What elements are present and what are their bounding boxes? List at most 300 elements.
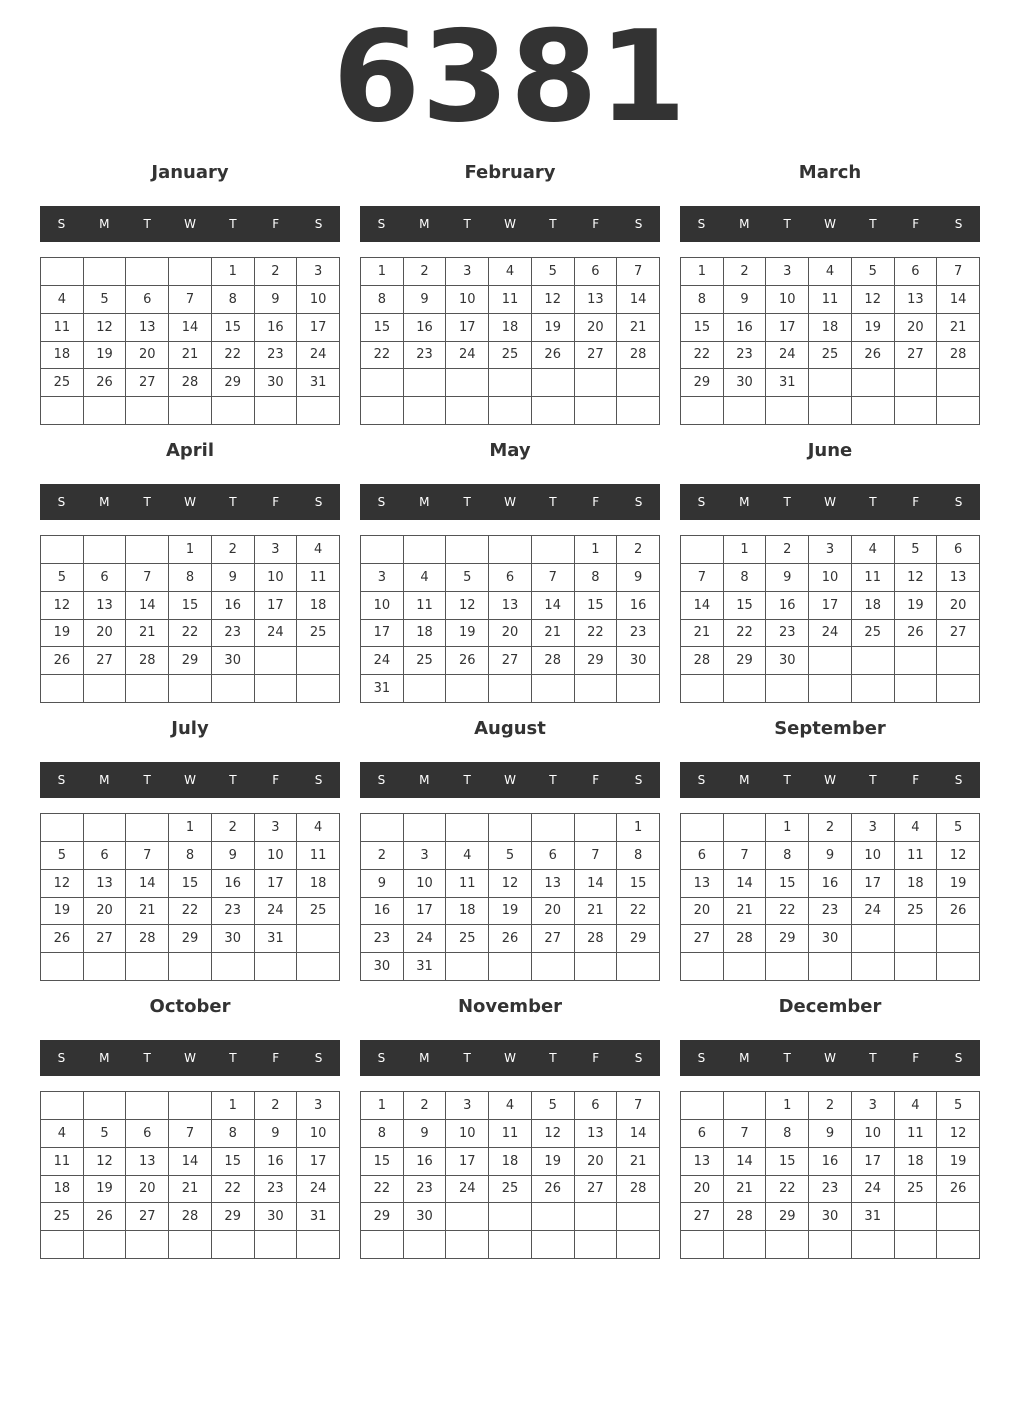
day-cell: 23: [724, 342, 767, 370]
day-cell: 13: [84, 870, 127, 898]
day-cell: 2: [404, 1092, 447, 1120]
weekday-label: T: [869, 217, 877, 231]
day-cell: 15: [724, 592, 767, 620]
day-cell: 7: [126, 842, 169, 870]
day-cell: 8: [361, 1120, 404, 1148]
weekday-label: M: [99, 773, 110, 787]
month-name: June: [807, 440, 853, 461]
day-cell: 29: [169, 647, 212, 675]
day-cell: 2: [617, 536, 660, 564]
day-cell: 18: [404, 620, 447, 648]
day-cell: 12: [41, 870, 84, 898]
day-cell: 22: [724, 620, 767, 648]
day-cell: 9: [255, 1120, 298, 1148]
empty-day-cell: [852, 953, 895, 981]
weekday-label: S: [314, 217, 323, 231]
empty-day-cell: [446, 1231, 489, 1259]
day-cell: 13: [895, 286, 938, 314]
day-cell: 19: [532, 314, 575, 342]
day-cell: 17: [852, 870, 895, 898]
day-cell: 11: [41, 1148, 84, 1176]
empty-day-cell: [617, 675, 660, 703]
weekday-label: M: [419, 495, 430, 509]
day-cell: 17: [297, 1148, 340, 1176]
day-cell: 15: [766, 1148, 809, 1176]
day-cell: 21: [681, 620, 724, 648]
weekday-label: S: [314, 773, 323, 787]
empty-day-cell: [255, 397, 298, 425]
weekday-label: S: [57, 1051, 66, 1065]
day-cell: 4: [404, 564, 447, 592]
day-cell: 6: [575, 258, 618, 286]
day-cell: 16: [617, 592, 660, 620]
day-cell: 16: [404, 1148, 447, 1176]
weekday-label: W: [184, 217, 196, 231]
empty-day-cell: [41, 536, 84, 564]
day-cell: 29: [766, 925, 809, 953]
day-cell: 3: [297, 1092, 340, 1120]
day-cell: 20: [126, 342, 169, 370]
month-name: January: [151, 162, 229, 183]
month-name: September: [774, 718, 886, 739]
day-cell: 28: [724, 925, 767, 953]
day-cell: 12: [937, 1120, 980, 1148]
day-grid: [40, 1091, 340, 1259]
empty-day-cell: [895, 369, 938, 397]
weekday-label: F: [272, 217, 280, 231]
day-cell: 17: [255, 870, 298, 898]
empty-day-cell: [681, 814, 724, 842]
day-grid: [360, 535, 660, 703]
day-cell: 10: [852, 842, 895, 870]
weekday-label: S: [954, 495, 963, 509]
empty-day-cell: [532, 397, 575, 425]
day-cell: 19: [41, 620, 84, 648]
weekday-label: T: [143, 1051, 151, 1065]
day-cell: 10: [446, 286, 489, 314]
day-cell: 9: [212, 842, 255, 870]
day-cell: 9: [809, 842, 852, 870]
day-cell: 18: [489, 314, 532, 342]
day-cell: 2: [255, 258, 298, 286]
day-cell: 31: [255, 925, 298, 953]
day-cell: 12: [532, 1120, 575, 1148]
day-cell: 10: [852, 1120, 895, 1148]
day-cell: 15: [681, 314, 724, 342]
day-cell: 23: [212, 898, 255, 926]
day-cell: 5: [937, 1092, 980, 1120]
empty-day-cell: [126, 397, 169, 425]
day-cell: 16: [212, 870, 255, 898]
empty-day-cell: [446, 814, 489, 842]
weekday-header: [360, 1040, 660, 1076]
day-cell: 10: [809, 564, 852, 592]
day-cell: 7: [724, 1120, 767, 1148]
day-cell: 13: [575, 286, 618, 314]
day-cell: 19: [937, 1148, 980, 1176]
day-cell: 8: [361, 286, 404, 314]
day-cell: 3: [766, 258, 809, 286]
empty-day-cell: [681, 536, 724, 564]
weekday-label: S: [314, 495, 323, 509]
weekday-label: T: [869, 495, 877, 509]
day-cell: 17: [361, 620, 404, 648]
weekday-label: F: [912, 773, 920, 787]
day-cell: 4: [446, 842, 489, 870]
weekday-header: [40, 762, 340, 798]
empty-day-cell: [84, 536, 127, 564]
empty-day-cell: [852, 369, 895, 397]
weekday-label: S: [57, 773, 66, 787]
empty-day-cell: [724, 814, 767, 842]
empty-day-cell: [489, 1231, 532, 1259]
day-cell: 28: [532, 647, 575, 675]
empty-day-cell: [489, 675, 532, 703]
weekday-label: F: [592, 1051, 600, 1065]
day-cell: 10: [255, 564, 298, 592]
day-cell: 19: [895, 592, 938, 620]
day-cell: 12: [895, 564, 938, 592]
day-cell: 17: [404, 898, 447, 926]
empty-day-cell: [84, 397, 127, 425]
day-cell: 30: [255, 369, 298, 397]
day-cell: 30: [809, 1203, 852, 1231]
empty-day-cell: [169, 1231, 212, 1259]
empty-day-cell: [446, 369, 489, 397]
day-cell: 27: [532, 925, 575, 953]
weekday-label: T: [463, 217, 471, 231]
empty-day-cell: [852, 675, 895, 703]
empty-day-cell: [766, 675, 809, 703]
day-cell: 22: [361, 342, 404, 370]
empty-day-cell: [937, 675, 980, 703]
weekday-label: F: [912, 495, 920, 509]
weekday-label: S: [377, 773, 386, 787]
day-cell: 27: [681, 925, 724, 953]
day-cell: 28: [169, 369, 212, 397]
day-cell: 16: [212, 592, 255, 620]
day-cell: 26: [937, 898, 980, 926]
day-cell: 8: [169, 564, 212, 592]
weekday-header: [40, 484, 340, 520]
day-cell: 28: [681, 647, 724, 675]
day-cell: 28: [126, 647, 169, 675]
day-cell: 9: [724, 286, 767, 314]
empty-day-cell: [404, 814, 447, 842]
day-cell: 23: [404, 1176, 447, 1204]
day-cell: 5: [937, 814, 980, 842]
day-cell: 15: [212, 314, 255, 342]
empty-day-cell: [84, 258, 127, 286]
day-cell: 21: [724, 898, 767, 926]
day-cell: 7: [169, 1120, 212, 1148]
day-cell: 16: [255, 314, 298, 342]
day-cell: 19: [937, 870, 980, 898]
day-cell: 15: [169, 592, 212, 620]
empty-day-cell: [126, 953, 169, 981]
day-cell: 5: [84, 286, 127, 314]
day-cell: 20: [489, 620, 532, 648]
day-cell: 13: [681, 1148, 724, 1176]
day-cell: 30: [724, 369, 767, 397]
empty-day-cell: [895, 1231, 938, 1259]
day-cell: 15: [361, 314, 404, 342]
day-cell: 6: [84, 842, 127, 870]
day-grid: [680, 1091, 980, 1259]
day-cell: 31: [297, 369, 340, 397]
day-cell: 25: [297, 898, 340, 926]
weekday-label: W: [184, 495, 196, 509]
day-cell: 23: [255, 342, 298, 370]
empty-day-cell: [212, 953, 255, 981]
day-cell: 14: [169, 1148, 212, 1176]
empty-day-cell: [532, 536, 575, 564]
empty-day-cell: [169, 258, 212, 286]
day-cell: 6: [895, 258, 938, 286]
day-cell: 26: [937, 1176, 980, 1204]
day-cell: 19: [532, 1148, 575, 1176]
day-cell: 3: [361, 564, 404, 592]
empty-day-cell: [575, 675, 618, 703]
day-cell: 11: [895, 1120, 938, 1148]
day-cell: 20: [575, 1148, 618, 1176]
weekday-label: M: [99, 495, 110, 509]
day-cell: 6: [489, 564, 532, 592]
weekday-label: T: [143, 773, 151, 787]
day-cell: 24: [852, 1176, 895, 1204]
day-cell: 26: [532, 342, 575, 370]
day-cell: 8: [575, 564, 618, 592]
day-cell: 3: [852, 814, 895, 842]
day-cell: 28: [617, 342, 660, 370]
day-cell: 18: [852, 592, 895, 620]
day-cell: 26: [41, 925, 84, 953]
day-cell: 9: [766, 564, 809, 592]
empty-day-cell: [446, 397, 489, 425]
empty-day-cell: [809, 675, 852, 703]
empty-day-cell: [724, 397, 767, 425]
empty-day-cell: [361, 397, 404, 425]
empty-day-cell: [895, 953, 938, 981]
empty-day-cell: [575, 814, 618, 842]
empty-day-cell: [361, 369, 404, 397]
weekday-label: M: [739, 217, 750, 231]
weekday-label: S: [697, 1051, 706, 1065]
empty-day-cell: [617, 397, 660, 425]
day-cell: 24: [255, 898, 298, 926]
empty-day-cell: [84, 953, 127, 981]
day-cell: 25: [41, 1203, 84, 1231]
day-cell: 26: [446, 647, 489, 675]
weekday-label: W: [824, 495, 836, 509]
empty-day-cell: [766, 397, 809, 425]
weekday-label: F: [592, 217, 600, 231]
day-cell: 21: [575, 898, 618, 926]
day-cell: 26: [532, 1176, 575, 1204]
empty-day-cell: [809, 369, 852, 397]
day-cell: 12: [446, 592, 489, 620]
day-cell: 14: [724, 1148, 767, 1176]
day-cell: 16: [361, 898, 404, 926]
day-cell: 7: [617, 1092, 660, 1120]
weekday-label: F: [592, 495, 600, 509]
day-cell: 12: [41, 592, 84, 620]
day-cell: 20: [895, 314, 938, 342]
day-cell: 29: [724, 647, 767, 675]
day-cell: 6: [126, 1120, 169, 1148]
day-cell: 16: [809, 1148, 852, 1176]
weekday-label: W: [504, 217, 516, 231]
weekday-label: S: [954, 217, 963, 231]
day-cell: 18: [489, 1148, 532, 1176]
day-cell: 30: [212, 647, 255, 675]
day-cell: 11: [809, 286, 852, 314]
day-cell: 10: [766, 286, 809, 314]
weekday-label: M: [739, 773, 750, 787]
day-cell: 10: [297, 1120, 340, 1148]
day-cell: 24: [255, 620, 298, 648]
day-cell: 22: [169, 620, 212, 648]
empty-day-cell: [297, 953, 340, 981]
month-name: July: [171, 718, 209, 739]
weekday-label: T: [783, 217, 791, 231]
day-cell: 18: [41, 342, 84, 370]
empty-day-cell: [809, 397, 852, 425]
empty-day-cell: [255, 1231, 298, 1259]
empty-day-cell: [617, 369, 660, 397]
empty-day-cell: [532, 814, 575, 842]
day-cell: 29: [681, 369, 724, 397]
empty-day-cell: [446, 953, 489, 981]
empty-day-cell: [84, 1092, 127, 1120]
empty-day-cell: [681, 1092, 724, 1120]
empty-day-cell: [126, 536, 169, 564]
day-cell: 11: [489, 1120, 532, 1148]
day-cell: 21: [532, 620, 575, 648]
empty-day-cell: [41, 397, 84, 425]
month-name: May: [489, 440, 531, 461]
day-cell: 7: [169, 286, 212, 314]
day-cell: 14: [575, 870, 618, 898]
day-cell: 1: [766, 814, 809, 842]
day-cell: 1: [169, 814, 212, 842]
empty-day-cell: [126, 258, 169, 286]
day-cell: 7: [724, 842, 767, 870]
empty-day-cell: [617, 953, 660, 981]
weekday-header: [40, 1040, 340, 1076]
day-cell: 2: [404, 258, 447, 286]
day-cell: 21: [617, 1148, 660, 1176]
weekday-label: T: [783, 1051, 791, 1065]
day-cell: 13: [575, 1120, 618, 1148]
day-cell: 27: [575, 342, 618, 370]
day-cell: 15: [169, 870, 212, 898]
day-cell: 24: [809, 620, 852, 648]
day-cell: 27: [489, 647, 532, 675]
day-cell: 5: [895, 536, 938, 564]
empty-day-cell: [937, 1231, 980, 1259]
weekday-header: [680, 206, 980, 242]
day-cell: 16: [809, 870, 852, 898]
day-cell: 30: [361, 953, 404, 981]
day-cell: 17: [297, 314, 340, 342]
day-cell: 14: [937, 286, 980, 314]
month-name: February: [464, 162, 556, 183]
day-cell: 31: [297, 1203, 340, 1231]
empty-day-cell: [255, 675, 298, 703]
day-cell: 10: [404, 870, 447, 898]
day-cell: 24: [361, 647, 404, 675]
day-cell: 22: [169, 898, 212, 926]
day-cell: 21: [169, 1176, 212, 1204]
weekday-label: F: [592, 773, 600, 787]
day-cell: 5: [41, 564, 84, 592]
empty-day-cell: [361, 536, 404, 564]
empty-day-cell: [575, 1231, 618, 1259]
weekday-label: S: [697, 773, 706, 787]
day-cell: 21: [617, 314, 660, 342]
weekday-label: T: [549, 1051, 557, 1065]
empty-day-cell: [297, 925, 340, 953]
day-cell: 8: [169, 842, 212, 870]
day-cell: 1: [361, 1092, 404, 1120]
day-cell: 19: [852, 314, 895, 342]
day-cell: 15: [617, 870, 660, 898]
day-cell: 15: [361, 1148, 404, 1176]
empty-day-cell: [489, 536, 532, 564]
weekday-label: F: [912, 217, 920, 231]
empty-day-cell: [852, 925, 895, 953]
day-cell: 28: [126, 925, 169, 953]
day-cell: 4: [297, 814, 340, 842]
month-name: April: [165, 440, 215, 461]
empty-day-cell: [724, 1231, 767, 1259]
day-cell: 23: [212, 620, 255, 648]
empty-day-cell: [169, 1092, 212, 1120]
day-cell: 11: [297, 842, 340, 870]
day-cell: 6: [575, 1092, 618, 1120]
weekday-header: [680, 484, 980, 520]
empty-day-cell: [297, 647, 340, 675]
empty-day-cell: [404, 536, 447, 564]
day-cell: 1: [575, 536, 618, 564]
day-cell: 28: [724, 1203, 767, 1231]
day-cell: 15: [766, 870, 809, 898]
weekday-label: T: [869, 1051, 877, 1065]
day-cell: 27: [681, 1203, 724, 1231]
day-cell: 4: [895, 814, 938, 842]
day-cell: 3: [446, 258, 489, 286]
day-cell: 31: [361, 675, 404, 703]
day-cell: 9: [212, 564, 255, 592]
day-cell: 22: [361, 1176, 404, 1204]
day-grid: [680, 813, 980, 981]
weekday-label: S: [377, 1051, 386, 1065]
weekday-label: T: [549, 217, 557, 231]
day-cell: 25: [404, 647, 447, 675]
empty-day-cell: [937, 397, 980, 425]
day-cell: 26: [84, 369, 127, 397]
day-cell: 29: [361, 1203, 404, 1231]
day-cell: 9: [361, 870, 404, 898]
day-cell: 23: [404, 342, 447, 370]
day-cell: 30: [617, 647, 660, 675]
day-cell: 19: [41, 898, 84, 926]
weekday-label: S: [377, 495, 386, 509]
weekday-label: W: [824, 1051, 836, 1065]
day-cell: 30: [766, 647, 809, 675]
day-cell: 1: [766, 1092, 809, 1120]
